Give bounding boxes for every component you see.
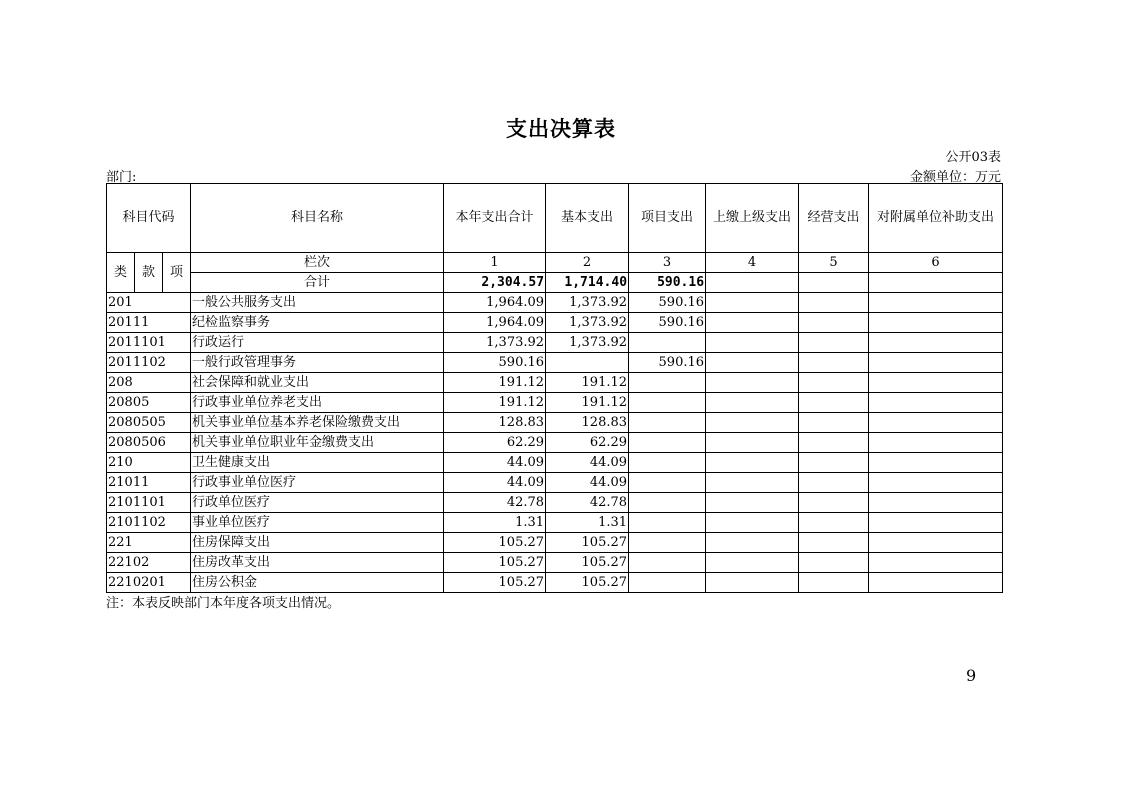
row-business — [799, 293, 869, 313]
header-row — [107, 184, 1003, 253]
row-project — [629, 433, 706, 453]
row-business — [799, 573, 869, 593]
row-basic: 44.09 — [546, 453, 629, 473]
header-project: 项目支出 — [629, 184, 706, 253]
row-code: 208 — [107, 373, 191, 393]
table-note: 注：本表反映部门本年度各项支出情况。 — [106, 596, 341, 611]
row-business — [799, 353, 869, 373]
row-total: 44.09 — [444, 453, 546, 473]
row-subsidy — [869, 533, 1003, 553]
row-basic: 105.27 — [546, 553, 629, 573]
row-name: 行政事业单位养老支出 — [191, 393, 444, 413]
row-total: 191.12 — [444, 373, 546, 393]
row-project — [629, 573, 706, 593]
row-project — [629, 373, 706, 393]
row-code: 2101101 — [107, 493, 191, 513]
row-project — [629, 333, 706, 353]
row-code: 201 — [107, 293, 191, 313]
row-code: 221 — [107, 533, 191, 553]
row-name: 机关事业单位职业年金缴费支出 — [191, 433, 444, 453]
header-business: 经营支出 — [799, 184, 869, 253]
total-amount: 2,304.57 — [444, 273, 546, 293]
row-subsidy — [869, 373, 1003, 393]
row-total: 105.27 — [444, 573, 546, 593]
row-code: 2080506 — [107, 433, 191, 453]
row-total: 191.12 — [444, 393, 546, 413]
row-business — [799, 553, 869, 573]
row-basic: 191.12 — [546, 393, 629, 413]
total-basic: 1,714.40 — [546, 273, 629, 293]
row-name: 纪检监察事务 — [191, 313, 444, 333]
row-project — [629, 393, 706, 413]
row-basic: 62.29 — [546, 433, 629, 453]
row-subsidy — [869, 293, 1003, 313]
table-row — [107, 473, 1003, 493]
row-project — [629, 513, 706, 533]
row-upper — [706, 433, 799, 453]
row-name: 事业单位医疗 — [191, 513, 444, 533]
row-project — [629, 493, 706, 513]
row-business — [799, 373, 869, 393]
row-subsidy — [869, 333, 1003, 353]
row-total: 1.31 — [444, 513, 546, 533]
row-upper — [706, 493, 799, 513]
col-index-5: 5 — [799, 253, 869, 273]
row-code: 21011 — [107, 473, 191, 493]
total-label: 合计 — [191, 273, 444, 293]
row-project: 590.16 — [629, 313, 706, 333]
table-row — [107, 553, 1003, 573]
row-basic: 42.78 — [546, 493, 629, 513]
row-code: 2011101 — [107, 333, 191, 353]
row-code: 20805 — [107, 393, 191, 413]
col-index-6: 6 — [869, 253, 1003, 273]
table-row — [107, 573, 1003, 593]
row-project: 590.16 — [629, 293, 706, 313]
row-business — [799, 533, 869, 553]
column-index-row — [107, 253, 1003, 273]
table-row — [107, 353, 1003, 373]
row-upper — [706, 553, 799, 573]
col-index-3: 3 — [629, 253, 706, 273]
row-total: 62.29 — [444, 433, 546, 453]
row-business — [799, 333, 869, 353]
row-subsidy — [869, 453, 1003, 473]
row-total: 1,964.09 — [444, 313, 546, 333]
col-index-4: 4 — [706, 253, 799, 273]
row-code: 22102 — [107, 553, 191, 573]
total-subsidy — [869, 273, 1003, 293]
total-project: 590.16 — [629, 273, 706, 293]
unit-label: 金额单位：万元 — [909, 170, 1001, 185]
row-business — [799, 473, 869, 493]
table-row — [107, 493, 1003, 513]
table-row — [107, 393, 1003, 413]
table-row — [107, 533, 1003, 553]
row-basic: 1,373.92 — [546, 313, 629, 333]
row-project — [629, 533, 706, 553]
row-name: 住房保障支出 — [191, 533, 444, 553]
row-total: 1,964.09 — [444, 293, 546, 313]
row-name: 住房改革支出 — [191, 553, 444, 573]
row-project — [629, 453, 706, 473]
row-project — [629, 413, 706, 433]
total-row — [107, 273, 1003, 293]
row-code: 2101102 — [107, 513, 191, 533]
row-project: 590.16 — [629, 353, 706, 373]
row-name: 一般行政管理事务 — [191, 353, 444, 373]
row-business — [799, 513, 869, 533]
row-upper — [706, 373, 799, 393]
row-upper — [706, 573, 799, 593]
row-upper — [706, 413, 799, 433]
header-name: 科目名称 — [191, 184, 444, 253]
header-subsidy: 对附属单位补助支出 — [869, 184, 1003, 253]
col-index-2: 2 — [546, 253, 629, 273]
table-row — [107, 453, 1003, 473]
total-business — [799, 273, 869, 293]
row-subsidy — [869, 513, 1003, 533]
row-code: 2210201 — [107, 573, 191, 593]
header-code: 科目代码 — [107, 184, 191, 253]
row-name: 住房公积金 — [191, 573, 444, 593]
header-xiang: 项 — [163, 253, 191, 293]
row-subsidy — [869, 473, 1003, 493]
row-subsidy — [869, 433, 1003, 453]
row-basic: 128.83 — [546, 413, 629, 433]
row-upper — [706, 473, 799, 493]
table-row — [107, 433, 1003, 453]
expenditure-table — [106, 183, 1003, 593]
total-upper — [706, 273, 799, 293]
row-basic: 1.31 — [546, 513, 629, 533]
row-basic — [546, 353, 629, 373]
row-business — [799, 433, 869, 453]
department-label: 部门: — [106, 170, 137, 185]
row-business — [799, 493, 869, 513]
row-code: 210 — [107, 453, 191, 473]
row-subsidy — [869, 353, 1003, 373]
row-total: 44.09 — [444, 473, 546, 493]
row-total: 105.27 — [444, 553, 546, 573]
row-name: 行政运行 — [191, 333, 444, 353]
row-business — [799, 453, 869, 473]
header-upper: 上缴上级支出 — [706, 184, 799, 253]
row-basic: 105.27 — [546, 573, 629, 593]
row-basic: 105.27 — [546, 533, 629, 553]
table-row — [107, 413, 1003, 433]
row-code: 20111 — [107, 313, 191, 333]
header-basic: 基本支出 — [546, 184, 629, 253]
row-upper — [706, 453, 799, 473]
row-upper — [706, 393, 799, 413]
header-lei: 类 — [107, 253, 135, 293]
row-subsidy — [869, 413, 1003, 433]
row-code: 2080505 — [107, 413, 191, 433]
row-basic: 1,373.92 — [546, 293, 629, 313]
row-business — [799, 393, 869, 413]
table-row — [107, 333, 1003, 353]
row-total: 128.83 — [444, 413, 546, 433]
row-upper — [706, 513, 799, 533]
form-number: 公开03表 — [945, 150, 1001, 165]
row-total: 590.16 — [444, 353, 546, 373]
row-subsidy — [869, 393, 1003, 413]
row-project — [629, 553, 706, 573]
row-upper — [706, 533, 799, 553]
row-total: 42.78 — [444, 493, 546, 513]
row-subsidy — [869, 313, 1003, 333]
row-business — [799, 313, 869, 333]
row-name: 卫生健康支出 — [191, 453, 444, 473]
row-subsidy — [869, 553, 1003, 573]
page-number: 9 — [966, 666, 977, 685]
header-total: 本年支出合计 — [444, 184, 546, 253]
table-row — [107, 293, 1003, 313]
row-total: 1,373.92 — [444, 333, 546, 353]
row-basic: 44.09 — [546, 473, 629, 493]
table-row — [107, 513, 1003, 533]
row-upper — [706, 333, 799, 353]
header-kuan: 款 — [135, 253, 163, 293]
row-upper — [706, 293, 799, 313]
row-basic: 191.12 — [546, 373, 629, 393]
row-business — [799, 413, 869, 433]
row-basic: 1,373.92 — [546, 333, 629, 353]
row-subsidy — [869, 493, 1003, 513]
page-title: 支出决算表 — [506, 117, 616, 141]
col-index-1: 1 — [444, 253, 546, 273]
row-name: 一般公共服务支出 — [191, 293, 444, 313]
row-name: 社会保障和就业支出 — [191, 373, 444, 393]
row-name: 机关事业单位基本养老保险缴费支出 — [191, 413, 444, 433]
table-row — [107, 373, 1003, 393]
row-code: 2011102 — [107, 353, 191, 373]
row-name: 行政单位医疗 — [191, 493, 444, 513]
row-project — [629, 473, 706, 493]
row-name: 行政事业单位医疗 — [191, 473, 444, 493]
row-upper — [706, 313, 799, 333]
row-subsidy — [869, 573, 1003, 593]
row-total: 105.27 — [444, 533, 546, 553]
row-upper — [706, 353, 799, 373]
header-lanci: 栏次 — [191, 253, 444, 273]
table-row — [107, 313, 1003, 333]
